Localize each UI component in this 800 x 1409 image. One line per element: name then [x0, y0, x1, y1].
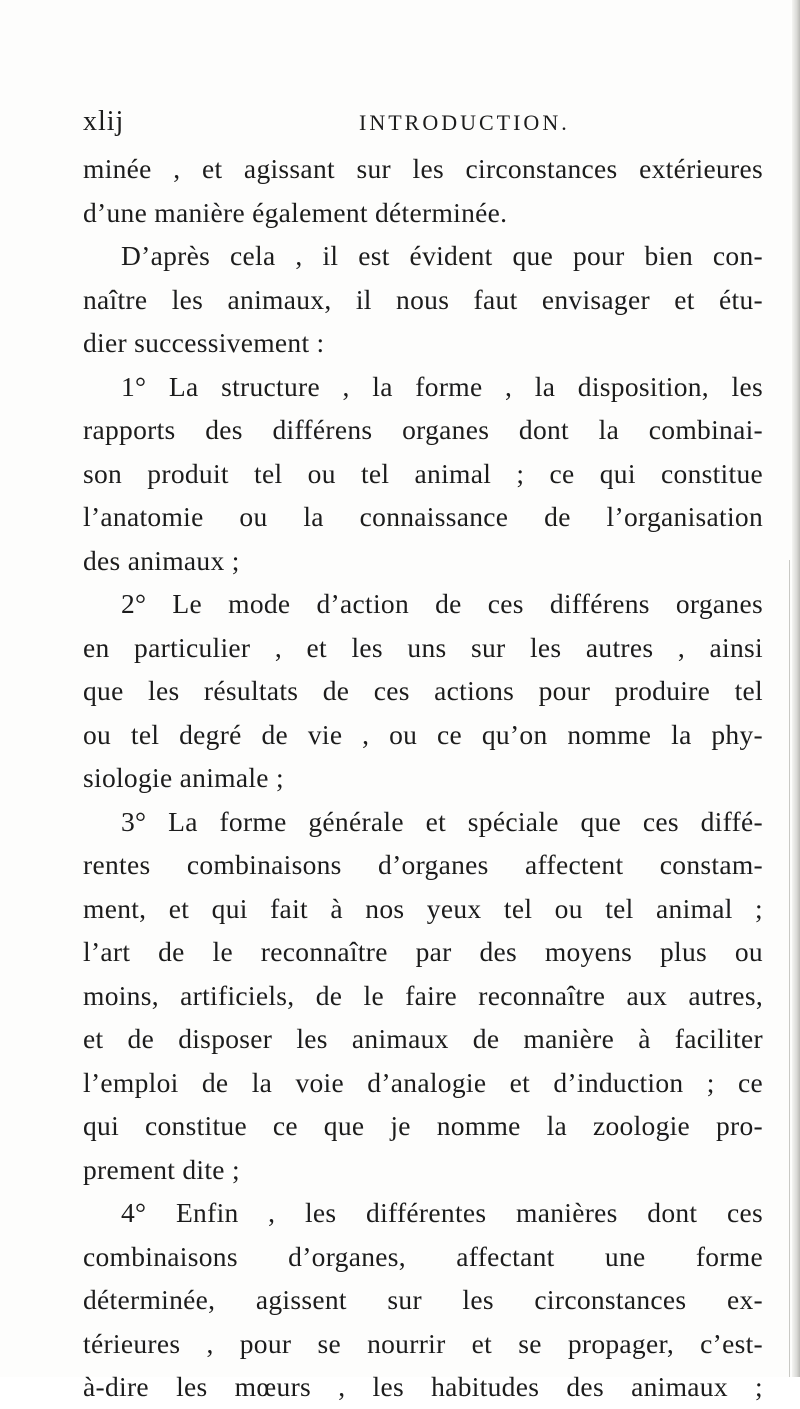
page-edge-line: [789, 560, 790, 1377]
text-line: 4° Enfin , les différentes manières dont ces: [121, 1197, 763, 1228]
text-line: minée , et agissant sur les circonstances extérieures: [83, 153, 763, 184]
text-line: en particulier , et les uns sur les autres , ainsi: [83, 631, 763, 663]
text-line: ment, et qui fait à nos yeux tel ou tel animal ;: [83, 892, 763, 924]
text-line: d’une manière également déterminée.: [83, 196, 508, 228]
text-line: et de disposer les animaux de manière à faciliter: [83, 1023, 763, 1054]
running-head: INTRODUCTION.: [359, 110, 570, 135]
text-line: l’art de le reconnaître par des moyens plus ou: [83, 936, 763, 967]
text-line: 1° La structure , la forme , la disposition, les: [121, 370, 763, 402]
text-line: 3° La forme générale et spéciale que ces diffé-: [121, 805, 763, 837]
text-line: déterminée, agissent sur les circonstances ex-: [83, 1284, 763, 1315]
body-text: [83, 147, 763, 1409]
page-edge-shadow: [792, 0, 800, 1377]
text-line: ou tel degré de vie , ou ce qu’on nomme la phy-: [83, 718, 763, 750]
text-line: térieures , pour se nourrir et se propager, c’est-: [83, 1327, 763, 1359]
text-line: rentes combinaisons d’organes affectent constam-: [83, 849, 763, 880]
page-header: [83, 106, 763, 142]
text-line: prement dite ;: [83, 1153, 240, 1185]
text-line: 2° Le mode d’action de ces différens organes: [121, 588, 763, 619]
text-line: des animaux ;: [83, 544, 240, 576]
text-line: dier successivement :: [83, 327, 325, 358]
text-line: moins, artificiels, de le faire reconnaître aux autres,: [83, 979, 763, 1011]
text-line: D’après cela , il est évident que pour bien con-: [121, 240, 763, 271]
text-line: naître les animaux, il nous faut envisager et étu-: [83, 283, 763, 315]
text-line: combinaisons d’organes, affectant une forme: [83, 1240, 763, 1272]
text-line: qui constitue ce que je nomme la zoologie pro-: [83, 1110, 763, 1141]
text-line: l’emploi de la voie d’analogie et d’induction ; ce: [83, 1066, 763, 1098]
text-line: à-dire les mœurs , les habitudes des animaux ;: [83, 1371, 763, 1402]
text-line: son produit tel ou tel animal ; ce qui constitue: [83, 457, 763, 489]
text-line: que les résultats de ces actions pour produire tel: [83, 675, 763, 706]
text-line: siologie animale ;: [83, 762, 284, 793]
page-number: xlij: [83, 106, 125, 137]
text-line: l’anatomie ou la connaissance de l’organisation: [83, 501, 763, 532]
text-line: rapports des différens organes dont la combinai-: [83, 414, 763, 445]
